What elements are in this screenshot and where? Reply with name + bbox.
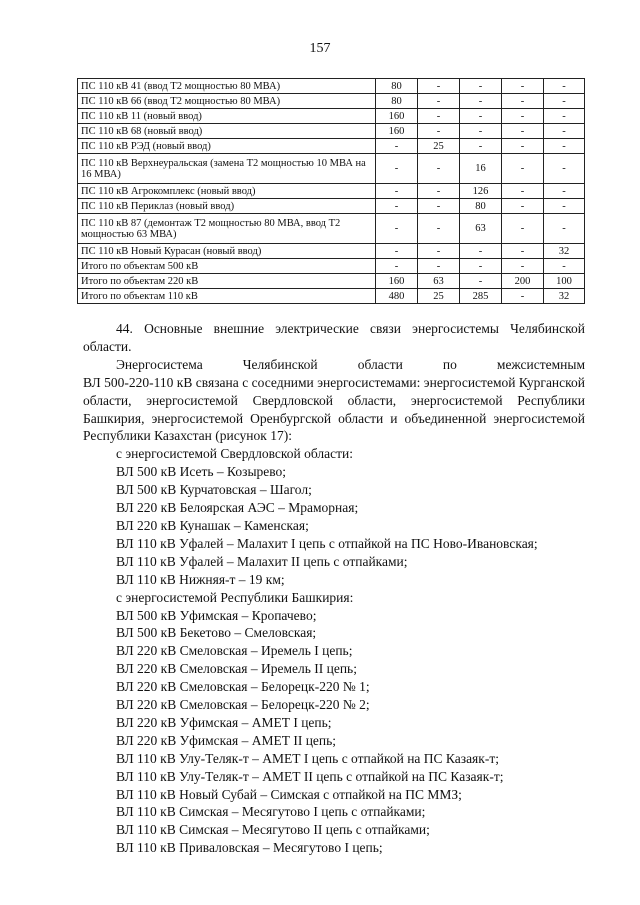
body-text xyxy=(83,320,585,857)
list-item: ВЛ 220 кВ Белоярская АЭС – Мраморная; xyxy=(116,500,359,516)
value-cell: 63 xyxy=(418,274,460,289)
table-row xyxy=(78,244,585,259)
list-item: ВЛ 110 кВ Уфалей – Малахит II цепь с отпайками; xyxy=(116,553,408,569)
value-cell: 160 xyxy=(376,109,418,124)
value-cell: - xyxy=(544,214,585,244)
value-cell: - xyxy=(460,124,502,139)
value-cell: - xyxy=(418,259,460,274)
paragraph-first-line: Энергосистема Челябинской области по межсистемным xyxy=(116,356,585,372)
section-heading: 44. Основные внешние электрические связи энергосистемы Челябинской области. xyxy=(83,321,585,354)
value-cell: 160 xyxy=(376,274,418,289)
value-cell: - xyxy=(502,109,544,124)
line-list-bashkiria xyxy=(83,607,585,858)
value-cell: - xyxy=(502,154,544,184)
value-cell: 160 xyxy=(376,124,418,139)
value-cell: - xyxy=(502,289,544,304)
list-item: ВЛ 220 кВ Уфимская – АМЕТ I цепь; xyxy=(116,714,332,730)
row-label: ПС 110 кВ Верхнеуральская (замена Т2 мощностью 10 МВА на 16 МВА) xyxy=(78,154,376,184)
value-cell: - xyxy=(544,124,585,139)
table-row xyxy=(78,274,585,289)
list-item: ВЛ 220 кВ Кунашак – Каменская; xyxy=(116,517,309,533)
value-cell: - xyxy=(418,79,460,94)
capacity-table xyxy=(77,78,585,304)
value-cell: 25 xyxy=(418,139,460,154)
value-cell: - xyxy=(544,109,585,124)
list-item: ВЛ 110 кВ Приваловская – Месягутово I цепь; xyxy=(116,840,383,856)
value-cell: - xyxy=(418,154,460,184)
value-cell: - xyxy=(502,139,544,154)
page-number: 157 xyxy=(309,41,331,56)
value-cell: - xyxy=(544,154,585,184)
table-row xyxy=(78,139,585,154)
value-cell: - xyxy=(376,154,418,184)
table-row xyxy=(78,199,585,214)
row-label: ПС 110 кВ 87 (демонтаж Т2 мощностью 80 МВА, ввод Т2 мощностью 63 МВА) xyxy=(78,214,376,244)
value-cell: - xyxy=(418,199,460,214)
value-cell: 63 xyxy=(460,214,502,244)
line-list-sverdlovsk xyxy=(83,463,585,588)
value-cell: - xyxy=(376,199,418,214)
table-row xyxy=(78,214,585,244)
value-cell: - xyxy=(502,199,544,214)
value-cell: - xyxy=(502,214,544,244)
table-row xyxy=(78,289,585,304)
group-title-bashkiria: с энергосистемой Республики Башкирия: xyxy=(116,589,354,605)
value-cell: - xyxy=(502,259,544,274)
row-label: ПС 110 кВ Новый Курасан (новый ввод) xyxy=(78,244,376,259)
table-row xyxy=(78,124,585,139)
list-item: ВЛ 110 кВ Нижняя-т – 19 км; xyxy=(116,571,285,587)
value-cell: - xyxy=(544,94,585,109)
table-row xyxy=(78,259,585,274)
value-cell: - xyxy=(460,94,502,109)
value-cell: 126 xyxy=(460,184,502,199)
value-cell: - xyxy=(418,94,460,109)
value-cell: 285 xyxy=(460,289,502,304)
row-label: ПС 110 кВ 41 (ввод Т2 мощностью 80 МВА) xyxy=(78,79,376,94)
value-cell: - xyxy=(544,259,585,274)
row-label: ПС 110 кВ 66 (ввод Т2 мощностью 80 МВА) xyxy=(78,94,376,109)
value-cell: - xyxy=(460,109,502,124)
value-cell: 480 xyxy=(376,289,418,304)
value-cell: 100 xyxy=(544,274,585,289)
value-cell: - xyxy=(544,79,585,94)
value-cell: - xyxy=(376,244,418,259)
value-cell: - xyxy=(502,244,544,259)
value-cell: - xyxy=(376,214,418,244)
list-item: ВЛ 220 кВ Смеловская – Иремель II цепь; xyxy=(116,661,357,677)
list-item: ВЛ 220 кВ Смеловская – Белорецк-220 № 1; xyxy=(116,679,370,695)
list-item: ВЛ 220 кВ Уфимская – АМЕТ II цепь; xyxy=(116,732,337,748)
table-row xyxy=(78,79,585,94)
value-cell: - xyxy=(418,244,460,259)
value-cell: - xyxy=(418,124,460,139)
value-cell: 200 xyxy=(502,274,544,289)
list-item: ВЛ 110 кВ Улу-Теляк-т – АМЕТ I цепь с отпайкой на ПС Казаяк-т; xyxy=(116,750,499,766)
value-cell: - xyxy=(460,274,502,289)
list-item: ВЛ 110 кВ Симская – Месягутово II цепь с отпайками; xyxy=(116,822,430,838)
value-cell: 16 xyxy=(460,154,502,184)
row-label: Итого по объектам 110 кВ xyxy=(78,289,376,304)
list-item: ВЛ 500 кВ Уфимская – Кропачево; xyxy=(116,607,317,623)
list-item: ВЛ 500 кВ Исеть – Козырево; xyxy=(116,464,287,480)
value-cell: - xyxy=(544,184,585,199)
paragraph-continuation: ВЛ 500-220-110 кВ связана с соседними энергосистемами: энергосистемой Курганской области, энергосистемой Свердловской области, энергосистемой Республики Башкирия, энергосистемой Оренбургской области и объединенной энергосистемой Республики Казахстан (рисунок 17): xyxy=(83,374,585,444)
list-item: ВЛ 500 кВ Курчатовская – Шагол; xyxy=(116,482,312,498)
row-label: ПС 110 кВ Агрокомплекс (новый ввод) xyxy=(78,184,376,199)
value-cell: 32 xyxy=(544,289,585,304)
value-cell: - xyxy=(502,184,544,199)
value-cell: - xyxy=(544,139,585,154)
group-title-sverdlovsk: с энергосистемой Свердловской области: xyxy=(116,446,354,462)
table-row xyxy=(78,109,585,124)
table-row xyxy=(78,184,585,199)
table-row xyxy=(78,94,585,109)
list-item: ВЛ 110 кВ Уфалей – Малахит I цепь с отпайкой на ПС Ново-Ивановская; xyxy=(116,535,538,551)
value-cell: - xyxy=(502,79,544,94)
value-cell: - xyxy=(502,94,544,109)
value-cell: - xyxy=(460,244,502,259)
value-cell: 32 xyxy=(544,244,585,259)
value-cell: - xyxy=(376,139,418,154)
value-cell: 25 xyxy=(418,289,460,304)
list-item: ВЛ 110 кВ Новый Субай – Симская с отпайкой на ПС ММЗ; xyxy=(116,786,462,802)
list-item: ВЛ 110 кВ Улу-Теляк-т – АМЕТ II цепь с отпайкой на ПС Казаяк-т; xyxy=(116,768,504,784)
value-cell: - xyxy=(502,124,544,139)
value-cell: - xyxy=(376,184,418,199)
row-label: ПС 110 кВ Периклаз (новый ввод) xyxy=(78,199,376,214)
value-cell: 80 xyxy=(376,94,418,109)
value-cell: - xyxy=(460,139,502,154)
row-label: ПС 110 кВ РЭД (новый ввод) xyxy=(78,139,376,154)
list-item: ВЛ 220 кВ Смеловская – Иремель I цепь; xyxy=(116,643,353,659)
row-label: Итого по объектам 500 кВ xyxy=(78,259,376,274)
list-item: ВЛ 110 кВ Симская – Месягутово I цепь с отпайками; xyxy=(116,804,426,820)
value-cell: - xyxy=(460,79,502,94)
value-cell: 80 xyxy=(460,199,502,214)
value-cell: - xyxy=(418,214,460,244)
value-cell: - xyxy=(544,199,585,214)
value-cell: - xyxy=(376,259,418,274)
row-label: ПС 110 кВ 68 (новый ввод) xyxy=(78,124,376,139)
row-label: ПС 110 кВ 11 (новый ввод) xyxy=(78,109,376,124)
list-item: ВЛ 220 кВ Смеловская – Белорецк-220 № 2; xyxy=(116,697,370,713)
value-cell: - xyxy=(418,109,460,124)
list-item: ВЛ 500 кВ Бекетово – Смеловская; xyxy=(116,625,317,641)
table-row xyxy=(78,154,585,184)
row-label: Итого по объектам 220 кВ xyxy=(78,274,376,289)
value-cell: - xyxy=(460,259,502,274)
value-cell: - xyxy=(418,184,460,199)
value-cell: 80 xyxy=(376,79,418,94)
